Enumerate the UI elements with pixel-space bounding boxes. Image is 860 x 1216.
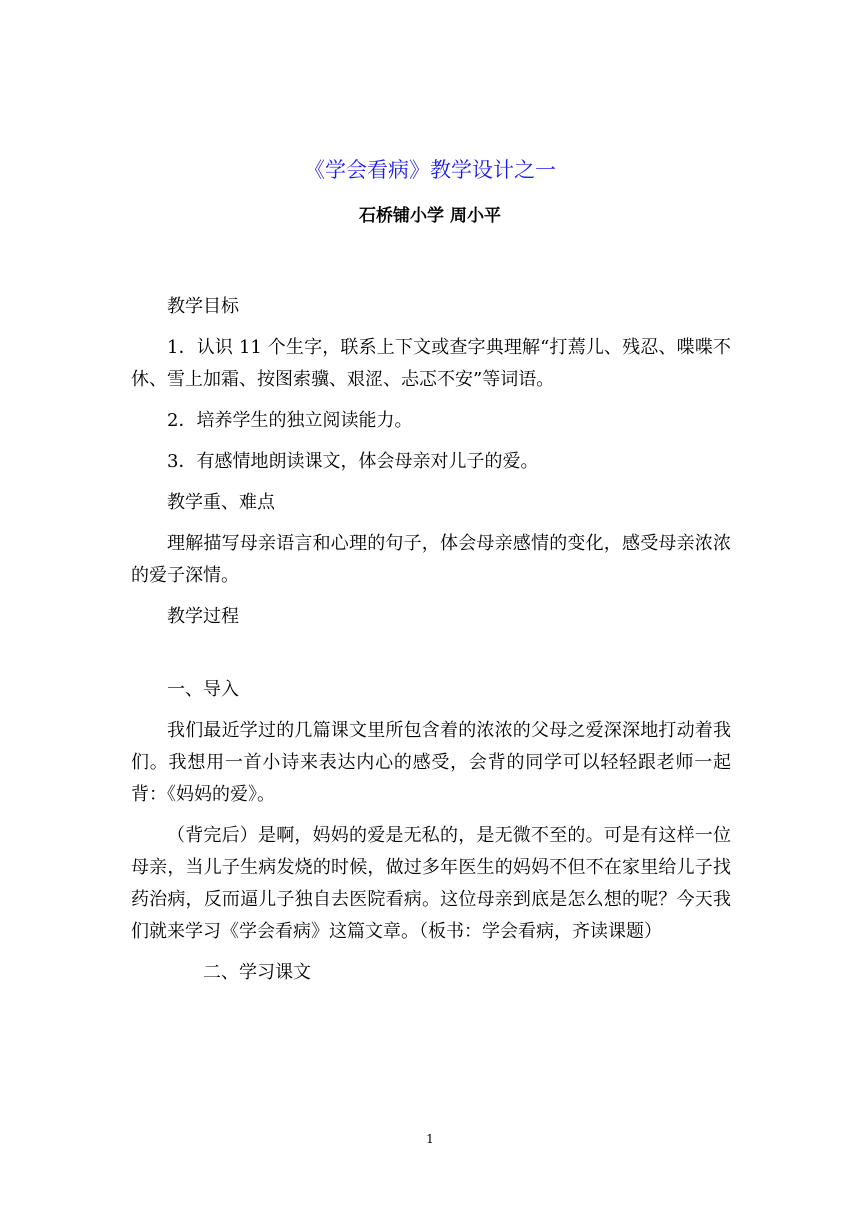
objective-item-3: 3．有感情地朗读课文，体会母亲对儿子的爱。	[167, 451, 539, 472]
intro-heading: 一、导入	[167, 679, 239, 700]
process-heading: 教学过程	[167, 606, 239, 627]
intro-paragraph-2: （背完后）是啊，妈妈的爱是无私的，是无微不至的。可是有这样一位母亲，当儿子生病发烧的时候，做过多年医生的妈妈不但不在家里给儿子找药治病，反而逼儿子独自去医院看病。这位母亲到底是怎么想的呢？今天我们就来学习《学会看病》这篇文章。（板书：学会看病，齐读课题）	[131, 825, 731, 942]
document-title: 《学会看病》教学设计之一	[304, 158, 556, 182]
key-points-heading: 教学重、难点	[167, 492, 275, 513]
objective-item-2: 2．培养学生的独立阅读能力。	[167, 410, 413, 431]
page-number: 1	[426, 1132, 434, 1146]
document-body	[131, 291, 731, 998]
document-author: 石桥铺小学 周小平	[359, 206, 501, 226]
key-points-text: 理解描写母亲语言和心理的句子，体会母亲感情的变化，感受母亲浓浓的爱子深情。	[131, 533, 731, 586]
objective-item-1: 1．认识 11 个生字，联系上下文或查字典理解“打蔫儿、残忍、喋喋不休、雪上加霜、按图索骥、艰涩、忐忑不安”等词语。	[131, 337, 731, 390]
objectives-heading: 教学目标	[167, 296, 239, 317]
study-heading: 二、学习课文	[203, 962, 311, 983]
intro-paragraph-1: 我们最近学过的几篇课文里所包含着的浓浓的父母之爱深深地打动着我们。我想用一首小诗来表达内心的感受，会背的同学可以轻轻跟老师一起背：《妈妈的爱》。	[131, 720, 731, 805]
